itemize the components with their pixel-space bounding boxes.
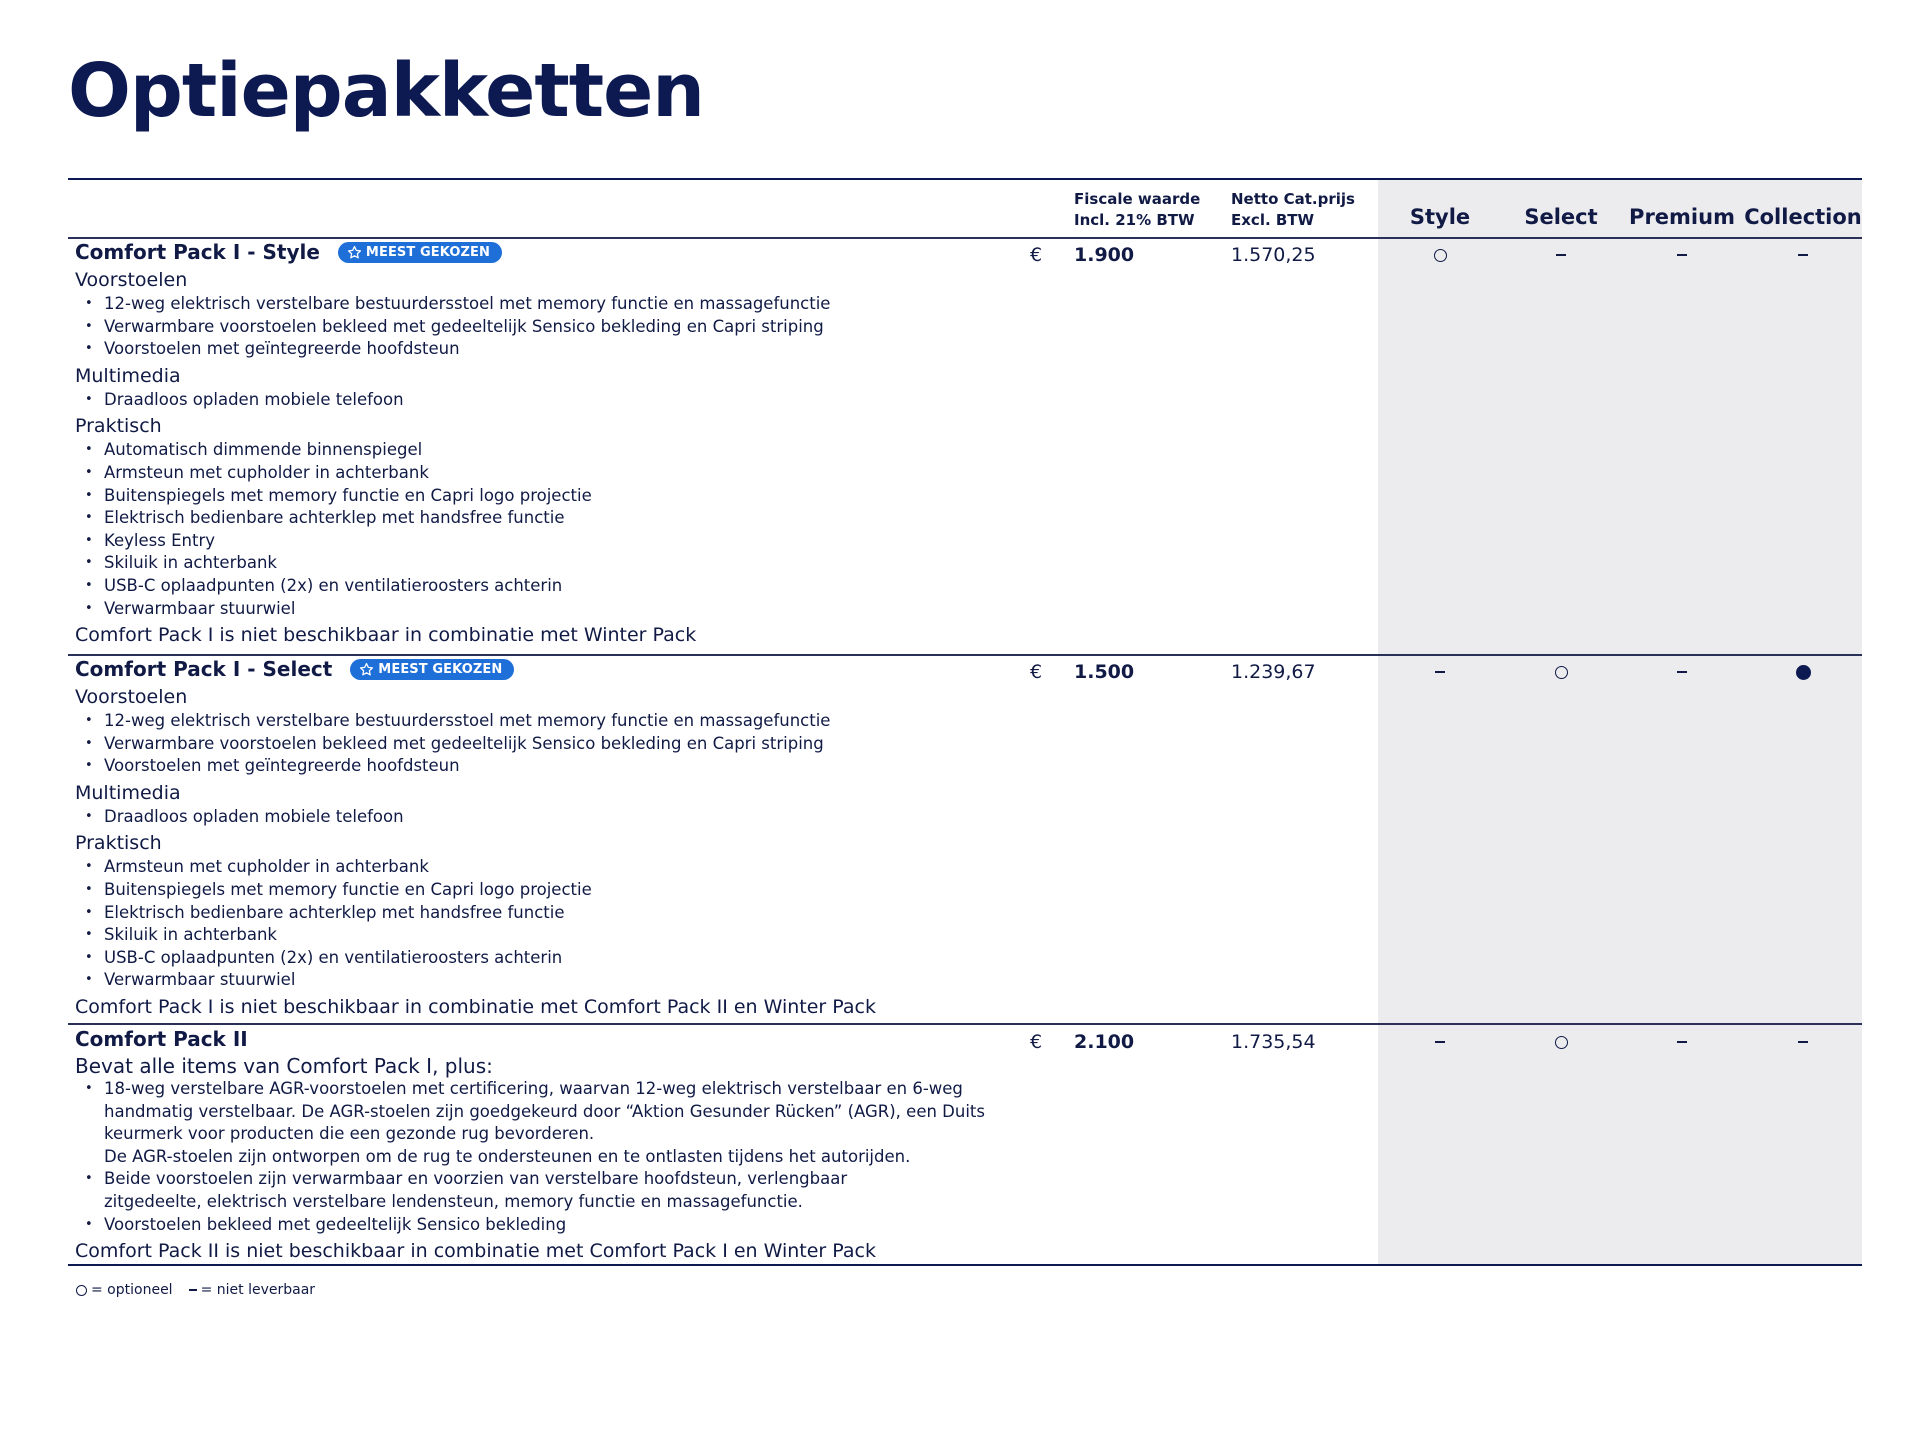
category-voorstoelen: Voorstoelen <box>75 269 188 291</box>
legend-not-available <box>189 1282 315 1298</box>
feature-list <box>75 856 1035 992</box>
pack-content <box>75 1054 1025 1264</box>
netto-price: 1.570,25 <box>1231 244 1316 266</box>
list-item: • USB-C oplaadpunten (2x) en ventilatieroosters achterin <box>75 947 1035 970</box>
pack-intro: Bevat alle items van Comfort Pack I, plus: <box>75 1054 493 1078</box>
availability-select <box>1501 1029 1621 1055</box>
not-available-icon <box>1798 1041 1808 1043</box>
fiscal-value: 1.900 <box>1074 244 1135 266</box>
category-praktisch: Praktisch <box>75 415 162 438</box>
badge-label: MEEST GEKOZEN <box>378 661 503 677</box>
header-trim-style: Style <box>1409 205 1471 229</box>
currency-symbol: € <box>1030 1031 1043 1053</box>
list-item: • Verwarmbare voorstoelen bekleed met gedeeltelijk Sensico bekleding en Capri striping <box>75 316 1035 339</box>
row-divider <box>68 1023 1862 1025</box>
header-netto-line2: Excl. BTW <box>1231 211 1315 229</box>
pack-content <box>75 267 1035 648</box>
table-top-rule <box>68 178 1862 180</box>
standard-icon <box>1796 665 1811 680</box>
optional-icon <box>1555 1036 1568 1049</box>
feature-list <box>75 389 1035 412</box>
not-available-icon <box>1435 1041 1445 1043</box>
star-icon <box>347 245 362 260</box>
header-fiscal-line2: Incl. 21% BTW <box>1074 211 1195 229</box>
not-available-icon <box>1677 1041 1687 1043</box>
list-item: • Voorstoelen met geïntegreerde hoofdsteun <box>75 338 1035 361</box>
header-fiscal-line1: Fiscale waarde <box>1074 190 1201 208</box>
category-voorstoelen: Voorstoelen <box>75 686 188 708</box>
header-trim-premium: Premium <box>1629 205 1735 229</box>
list-item: • USB-C oplaadpunten (2x) en ventilatieroosters achterin <box>75 575 1035 598</box>
pack-name: Comfort Pack II <box>75 1027 248 1051</box>
pack-note: Comfort Pack II is niet beschikbaar in combinatie met Comfort Pack I en Winter Pack <box>75 1240 876 1263</box>
list-item: • Verwarmbare voorstoelen bekleed met gedeeltelijk Sensico bekleding en Capri striping <box>75 733 1035 756</box>
list-item: • Automatisch dimmende binnenspiegel <box>75 439 1035 462</box>
pack-content <box>75 684 1035 1020</box>
availability-premium <box>1622 242 1742 268</box>
pack-name: Comfort Pack I - Style <box>75 240 320 264</box>
header-trim-collection: Collection <box>1744 205 1862 229</box>
legend-optional <box>76 1282 173 1298</box>
list-item: • 18-weg verstelbare AGR-voorstoelen met certificering, waarvan 12-weg elektrisch verstelbaar en 6-weg handmatig verstelbaar. De AGR-stoelen zijn goedgekeurd door “Aktion Gesunder Rücken” (AGR), een Duits keurmerk voor producten die een gezonde rug bevorderen. De AGR-stoelen zijn ontworpen om de rug te ondersteunen en te ontlasten tijdens het autorijden. <box>75 1078 1034 1168</box>
table-bottom-rule <box>68 1264 1862 1266</box>
availability-select <box>1501 659 1621 685</box>
netto-price: 1.239,67 <box>1231 661 1316 683</box>
badge-label: MEEST GEKOZEN <box>365 244 490 260</box>
category-multimedia: Multimedia <box>75 364 181 387</box>
list-item: • Beide voorstoelen zijn verwarmbaar en voorzien van verstelbare hoofdsteun, verlengbaar zitgedeelte, elektrisch verstelbare lendensteun, memory functie en massagefunctie. <box>75 1168 934 1213</box>
list-item: • Elektrisch bedienbare achterklep met handsfree functie <box>75 902 1035 925</box>
list-item: • 12-weg elektrisch verstelbare bestuurdersstoel met memory functie en massagefunctie <box>75 710 1035 733</box>
list-item: • 12-weg elektrisch verstelbare bestuurdersstoel met memory functie en massagefunctie <box>75 293 1035 316</box>
header-netto-price <box>1231 189 1355 231</box>
feature-list <box>75 710 1035 778</box>
availability-style <box>1380 242 1500 268</box>
list-item: • Skiluik in achterbank <box>75 924 1035 947</box>
row-divider <box>68 654 1862 656</box>
category-praktisch: Praktisch <box>75 832 162 855</box>
star-icon <box>359 662 374 677</box>
fiscal-value: 1.500 <box>1074 661 1135 683</box>
legend-optional-label: = optioneel <box>91 1282 173 1298</box>
pack-note: Comfort Pack I is niet beschikbaar in combinatie met Winter Pack <box>75 624 697 647</box>
header-netto-line1: Netto Cat.prijs <box>1231 190 1355 208</box>
pack-row-comfort-pack-1-style <box>68 240 1862 654</box>
header-bottom-rule <box>68 237 1862 239</box>
not-available-icon <box>1435 671 1445 673</box>
page-title: Optiepakketten <box>68 48 704 134</box>
header-fiscal-value <box>1074 189 1200 231</box>
list-item: • Voorstoelen bekleed met gedeeltelijk Sensico bekleding <box>75 1214 1025 1237</box>
list-item: • Draadloos opladen mobiele telefoon <box>75 806 1035 829</box>
list-item: • Verwarmbaar stuurwiel <box>75 969 1035 992</box>
list-item: • Armsteun met cupholder in achterbank <box>75 856 1035 879</box>
list-item: • Skiluik in achterbank <box>75 552 1035 575</box>
pack-row-comfort-pack-2 <box>68 1027 1862 1263</box>
category-multimedia: Multimedia <box>75 781 181 804</box>
most-chosen-badge <box>338 242 502 263</box>
most-chosen-badge <box>350 659 514 680</box>
feature-list <box>75 293 1035 361</box>
pack-name: Comfort Pack I - Select <box>75 657 333 681</box>
legend <box>76 1282 315 1298</box>
netto-price: 1.735,54 <box>1231 1031 1316 1053</box>
list-item: • Buitenspiegels met memory functie en Capri logo projectie <box>75 879 1035 902</box>
list-item: • Draadloos opladen mobiele telefoon <box>75 389 1035 412</box>
feature-list <box>75 806 1035 829</box>
not-available-icon <box>1677 671 1687 673</box>
availability-collection <box>1743 1029 1863 1055</box>
fiscal-value: 2.100 <box>1074 1031 1135 1053</box>
pack-row-comfort-pack-1-select <box>68 657 1862 1023</box>
optional-icon <box>76 1285 87 1296</box>
not-available-icon <box>1798 254 1808 256</box>
not-available-icon <box>1677 254 1687 256</box>
list-item: • Elektrisch bedienbare achterklep met handsfree functie <box>75 507 1035 530</box>
not-available-icon <box>1556 254 1566 256</box>
availability-style <box>1380 1029 1500 1055</box>
feature-list <box>75 439 1035 620</box>
pack-title <box>75 240 502 264</box>
list-item: • Armsteun met cupholder in achterbank <box>75 462 1035 485</box>
availability-collection <box>1743 659 1863 685</box>
optional-icon <box>1434 249 1447 262</box>
availability-select <box>1501 242 1621 268</box>
list-item: • Keyless Entry <box>75 530 1035 553</box>
list-item: • Verwarmbaar stuurwiel <box>75 598 1035 621</box>
availability-collection <box>1743 242 1863 268</box>
availability-style <box>1380 659 1500 685</box>
currency-symbol: € <box>1030 244 1043 266</box>
feature-list <box>75 1078 1025 1236</box>
list-item: • Voorstoelen met geïntegreerde hoofdsteun <box>75 755 1035 778</box>
optional-icon <box>1555 666 1568 679</box>
currency-symbol: € <box>1030 661 1043 683</box>
pack-note: Comfort Pack I is niet beschikbaar in combinatie met Comfort Pack II en Winter Pack <box>75 995 876 1018</box>
list-item: • Buitenspiegels met memory functie en Capri logo projectie <box>75 485 1035 508</box>
availability-premium <box>1622 1029 1742 1055</box>
header-trim-select: Select <box>1524 205 1598 229</box>
not-available-icon <box>189 1289 197 1291</box>
availability-premium <box>1622 659 1742 685</box>
legend-not-available-label: = niet leverbaar <box>200 1282 316 1298</box>
pack-title <box>75 1027 248 1051</box>
pack-title <box>75 657 514 681</box>
